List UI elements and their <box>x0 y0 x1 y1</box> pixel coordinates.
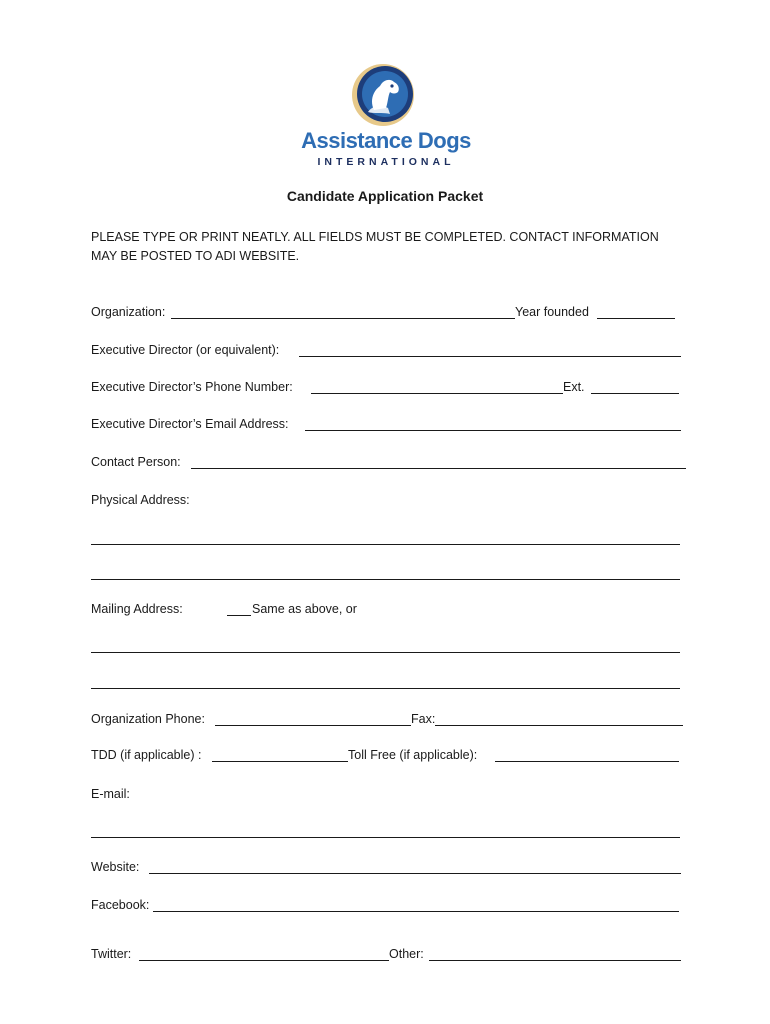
ed-email-label: Executive Director’s Email Address: <box>91 417 289 431</box>
facebook-row <box>91 897 681 913</box>
org-phone-row <box>91 711 683 727</box>
email-field[interactable] <box>91 837 680 838</box>
year-founded-label: Year founded <box>515 305 589 319</box>
physical-address-row <box>91 492 681 508</box>
organization-row <box>91 304 681 320</box>
year-founded-field[interactable] <box>597 318 675 319</box>
organization-label: Organization: <box>91 305 166 319</box>
org-phone-label: Organization Phone: <box>91 712 205 726</box>
contact-person-label: Contact Person: <box>91 455 181 469</box>
logo-subtitle: INTERNATIONAL <box>317 156 455 168</box>
toll-free-label: Toll Free (if applicable): <box>348 748 478 762</box>
mailing-address-row <box>91 601 681 617</box>
twitter-field[interactable] <box>139 960 389 961</box>
facebook-label: Facebook: <box>91 898 150 912</box>
logo-name: Assistance Dogs <box>301 128 471 153</box>
ed-phone-label: Executive Director’s Phone Number: <box>91 380 293 394</box>
twitter-label: Twitter: <box>91 947 132 961</box>
tdd-row <box>91 747 681 763</box>
physical-address-label: Physical Address: <box>91 493 190 507</box>
physical-address-line-1[interactable] <box>91 544 680 545</box>
org-phone-field[interactable] <box>215 725 411 726</box>
other-label: Other: <box>389 947 424 961</box>
executive-director-label: Executive Director (or equivalent): <box>91 343 280 357</box>
contact-person-row <box>91 454 686 470</box>
instructions: PLEASE TYPE OR PRINT NEATLY. ALL FIELDS MUST BE COMPLETED. CONTACT INFORMATION MAY BE POSTED TO ADI WEBSITE. <box>91 230 659 263</box>
mailing-address-line-1[interactable] <box>91 652 680 653</box>
email-row <box>91 786 681 802</box>
website-row <box>91 859 681 875</box>
dog-emblem-icon <box>350 62 416 128</box>
ext-label: Ext. <box>563 380 585 394</box>
ext-field[interactable] <box>591 393 679 394</box>
adi-logo <box>296 62 476 174</box>
facebook-field[interactable] <box>153 911 679 912</box>
website-field[interactable] <box>149 873 681 874</box>
ed-email-row <box>91 416 681 432</box>
website-label: Website: <box>91 860 140 874</box>
executive-director-row <box>91 342 681 358</box>
executive-director-field[interactable] <box>299 356 681 357</box>
ed-phone-field[interactable] <box>311 393 563 394</box>
twitter-row <box>91 946 683 962</box>
contact-person-field[interactable] <box>191 468 686 469</box>
mailing-address-line-2[interactable] <box>91 688 680 689</box>
toll-free-field[interactable] <box>495 761 679 762</box>
ed-phone-row <box>91 379 681 395</box>
ed-email-field[interactable] <box>305 430 681 431</box>
page-title: Candidate Application Packet <box>286 188 484 204</box>
fax-field[interactable] <box>435 725 683 726</box>
organization-field[interactable] <box>171 318 515 319</box>
same-as-above-checkbox[interactable] <box>227 615 251 616</box>
tdd-label: TDD (if applicable) : <box>91 748 202 762</box>
other-field[interactable] <box>429 960 681 961</box>
physical-address-line-2[interactable] <box>91 579 680 580</box>
tdd-field[interactable] <box>212 761 348 762</box>
email-label: E-mail: <box>91 787 130 801</box>
mailing-address-label: Mailing Address: <box>91 602 183 616</box>
fax-label: Fax: <box>411 712 436 726</box>
same-as-above-label: Same as above, or <box>252 602 357 616</box>
